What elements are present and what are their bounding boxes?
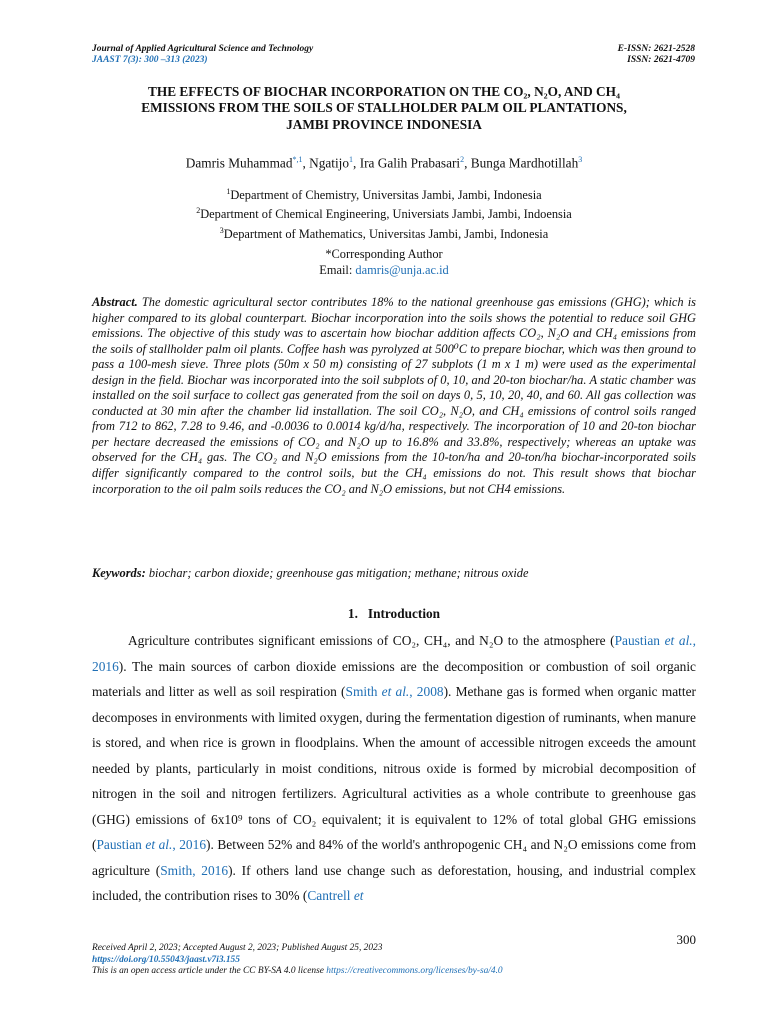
publication-dates: Received April 2, 2023; Accepted August 2, 2023; Published August 25, 2023: [92, 943, 383, 953]
author-affil-marker: 1: [349, 155, 354, 164]
intro-text: Agriculture contributes significant emissions of CO₂, CH₄, and N₂O to the atmosphere (: [128, 633, 615, 648]
title-line: EMISSIONS FROM THE SOILS OF STALLHOLDER PALM OIL PLANTATIONS,: [141, 100, 627, 116]
affiliation: $^2$Department of Chemical Engineering, Universiats Jambi, Jambi, Indoensia: [196, 206, 572, 222]
journal-name: Journal of Applied Agricultural Science and Technology: [92, 44, 314, 54]
title-line: JAMBI PROVINCE INDONESIA: [286, 116, 482, 132]
author-separator: ,: [464, 155, 471, 171]
citation-link[interactable]: Paustian et al., 2016: [92, 633, 696, 674]
author-name: Ngatijo: [309, 155, 350, 171]
author-list: [60, 152, 708, 171]
citation-link[interactable]: Paustian et al., 2016: [96, 837, 207, 853]
author-name: Damris Muhammad: [185, 155, 293, 171]
issn: ISSN: 2621-4709: [627, 55, 695, 65]
doi-link[interactable]: https://doi.org/10.55043/jaast.v7i3.155: [92, 954, 240, 965]
email-label: Email:: [319, 262, 356, 277]
keywords: [92, 566, 696, 582]
journal-header: [92, 44, 313, 66]
affiliation-list: [60, 184, 708, 242]
keywords-text: biochar; carbon dioxide; greenhouse gas mitigation; methane; nitrous oxide: [148, 566, 529, 580]
affiliation: $^3$Department of Mathematics, Universitas Jambi, Jambi, Indonesia: [219, 225, 549, 241]
intro-text: ). If others land use change such as deforestation, housing, and industrial complex included, the contribution rises to 30% (: [92, 862, 696, 904]
intro-text: ). The main sources of carbon dioxide emissions are the decomposition or combustion of soil organic materials and litter as well as soil respiration (: [92, 658, 696, 700]
intro-text: ). Between 52% and 84% of the world's anthropogenic CH₄ and N₂O emissions come from agriculture (: [92, 837, 697, 878]
citation-link[interactable]: Smith, 2016: [160, 862, 229, 878]
intro-text: ). Methane gas is formed when organic matter decomposes in environments with limited oxygen, during the fermentation digestion of ruminants, when manure is stored, and when rice is grown in floodplains. When the amount of accessible nitrogen exceeds the amount needed by plants, particularly in moist conditions, nitrous oxide is formed by microbial decomposition of nitrogen in the soil and nitrogen fertilizers. Agricultural activities as a whole contribute to greenhouse gas (GHG) emissions of 6x10⁹ tons of CO₂ equivalent; it is equivalent to 12% of total global GHG emissions (: [92, 684, 697, 853]
license-text: This is an open access article under the CC BY-SA 4.0 license: [92, 966, 327, 976]
article-footer: [92, 943, 503, 978]
corresponding-author: [60, 247, 708, 278]
section-title: Introduction: [367, 606, 441, 621]
email-link[interactable]: damris@unja.ac.id: [355, 262, 449, 277]
corresponding-label: *Corresponding Author: [325, 247, 443, 261]
author-separator: ,: [302, 155, 310, 171]
abstract: [92, 295, 696, 497]
author-affil-marker: 2: [460, 155, 465, 164]
section-heading: [92, 606, 696, 622]
eissn: E-ISSN: 2621-2528: [617, 44, 695, 54]
author-affil-marker: 3: [578, 155, 583, 164]
title-line: THE EFFECTS OF BIOCHAR INCORPORATION ON THE CO₂, N₂O, AND CH₄: [148, 84, 620, 99]
article-title: [80, 84, 688, 133]
keywords-label: Keywords:: [92, 566, 146, 580]
license-link[interactable]: https://creativecommons.org/licenses/by-sa/4.0: [326, 966, 503, 976]
author-name: Bunga Mardhotillah: [470, 155, 579, 171]
citation-link[interactable]: Cantrell et: [307, 888, 364, 904]
section-number: 1.: [347, 606, 358, 621]
abstract-label: Abstract.: [92, 295, 138, 309]
citation-link[interactable]: Smith et al., 2008: [345, 684, 444, 700]
page-number: 300: [676, 932, 696, 947]
abstract-text: The domestic agricultural sector contributes 18% to the national greenhouse gas emissions (GHG); which is higher compared to its global counterpart. Biochar incorporation into the soils shows the potential to reduce soil GHG emissions. The objective of this study was to ascertain how biochar addition affects CO₂, N₂O and CH₄ emissions from the soils of stallholder palm oil plants. Coffee hash was pyrolyzed at 500⁰C to prepare biochar, which was then ground to pass a 100-mesh sieve. Three plots (50m x 50 m) consisting of 27 subplots (1 m x 1 m) were used as the experimental design in the field. Biochar was incorporated into the soil subplots of 0, 10, and 20-ton biochar/ha. A static chamber was installed on the soil surface to collect gas generated from the soil on days 0, 5, 10, 20, 40, and 60. All gas collection was conducted at 30 min after the chamber lid installation. The soil CO₂, N₂O, and CH₄ emissions of control soils ranged from 712 to 862, 7.28 to 9.46, and -0.0036 to 0.0014 kg/d/ha, respectively. The incorporation of 10 and 20-ton biochar per hectare decreased the emissions of CO₂ and N₂O up to 16.8% and 33.8%, respectively; whereas an uptake was observed for the CH₄ gas. The CO₂ and N₂O emissions from the 10-ton/ha and 20-ton/ha biochar-incorporated soils differ significantly compared to the control soils, but the CH₄ emissions do not. This result shows that biochar incorporation to the oil palm soils reduces the CO₂ and N₂O emissions, but not CH4 emissions.: [92, 295, 696, 496]
issn-header: [618, 44, 695, 66]
author-affil-marker: *,1: [292, 155, 303, 164]
author-separator: ,: [353, 155, 360, 171]
introduction-paragraph: [92, 628, 696, 909]
affiliation: $^1$Department of Chemistry, Universitas Jambi, Jambi, Indonesia: [226, 187, 542, 203]
author-name: Ira Galih Prabasari: [359, 155, 461, 171]
journal-volume: JAAST 7(3): 300 –313 (2023): [92, 55, 208, 65]
